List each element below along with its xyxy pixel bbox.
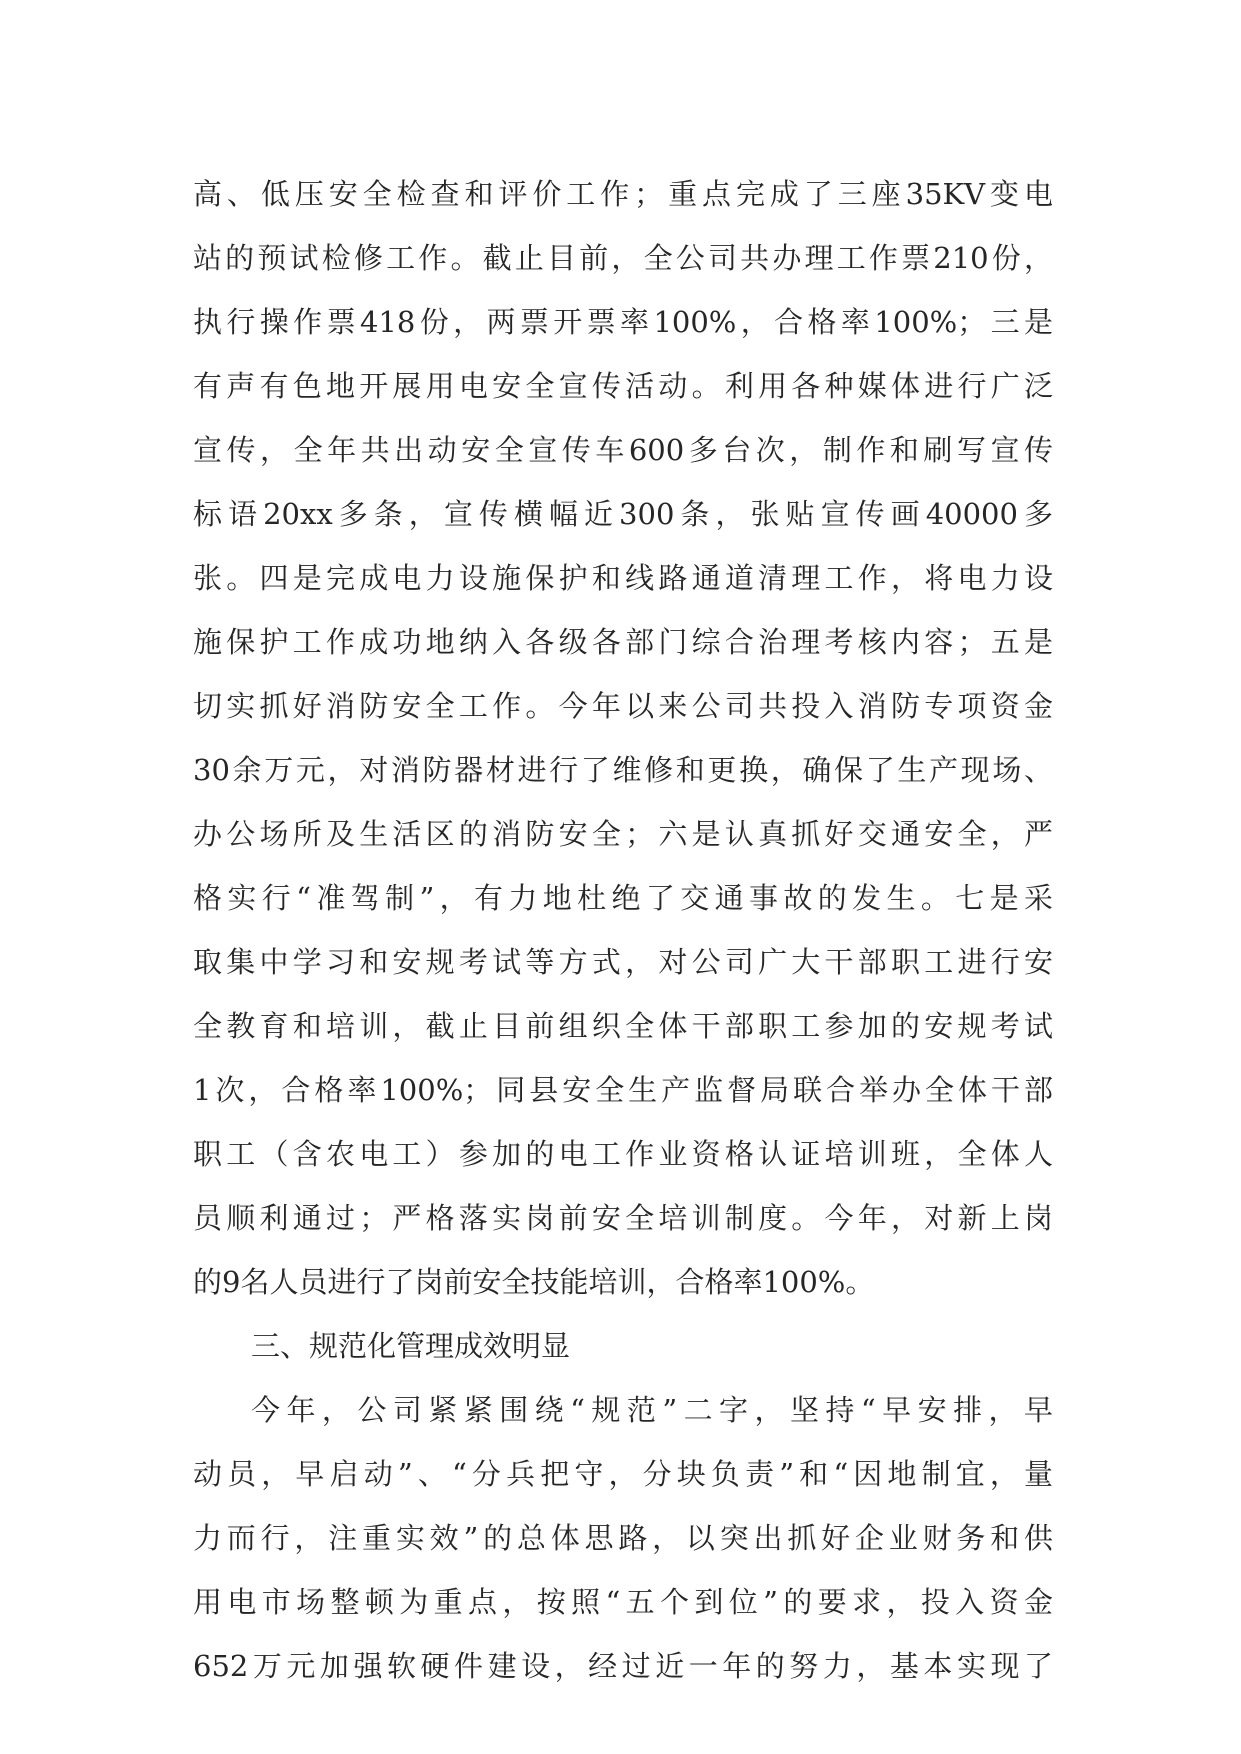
text-line: 30余万元，对消防器材进行了维修和更换，确保了生产现场、: [193, 753, 1053, 787]
text-line: 施保护工作成功地纳入各级各部门综合治理考核内容；五是: [193, 625, 1053, 659]
text-line: 用电市场整顿为重点，按照“五个到位”的要求，投入资金: [193, 1585, 1053, 1619]
text-line: 张。四是完成电力设施保护和线路通道清理工作，将电力设: [193, 561, 1053, 595]
text-line: 今年，公司紧紧围绕“规范”二字，坚持“早安排，早: [251, 1393, 1053, 1427]
text-line: 职工（含农电工）参加的电工作业资格认证培训班，全体人: [193, 1137, 1053, 1171]
text-line: 站的预试检修工作。截止目前，全公司共办理工作票210份，: [193, 241, 1053, 275]
text-line: 格实行“准驾制”，有力地杜绝了交通事故的发生。七是采: [193, 881, 1053, 915]
text-line: 执行操作票418份，两票开票率100%，合格率100%；三是: [193, 305, 1053, 339]
text-line: 办公场所及生活区的消防安全；六是认真抓好交通安全，严: [193, 817, 1053, 851]
text-line: 宣传，全年共出动安全宣传车600多台次，制作和刷写宣传: [193, 433, 1053, 467]
text-line: 切实抓好消防安全工作。今年以来公司共投入消防专项资金: [193, 689, 1053, 723]
text-line: 全教育和培训，截止目前组织全体干部职工参加的安规考试: [193, 1009, 1053, 1043]
text-line: 标语20xx多条，宣传横幅近300条，张贴宣传画40000多: [193, 497, 1053, 531]
text-line: 动员，早启动”、“分兵把守，分块负责”和“因地制宜，量: [193, 1457, 1053, 1491]
text-line: 有声有色地开展用电安全宣传活动。利用各种媒体进行广泛: [193, 369, 1053, 403]
document-body: [193, 162, 1053, 1698]
text-line: 1次，合格率100%；同县安全生产监督局联合举办全体干部: [193, 1073, 1053, 1107]
text-line: 的9名人员进行了岗前安全技能培训，合格率100%。: [193, 1265, 875, 1299]
text-line: 员顺利通过；严格落实岗前安全培训制度。今年，对新上岗: [193, 1201, 1053, 1235]
paragraph-1: [193, 162, 1053, 1314]
paragraph-2: [193, 1378, 1053, 1698]
section-heading: 三、规范化管理成效明显: [251, 1329, 571, 1363]
text-line: 力而行，注重实效”的总体思路，以突出抓好企业财务和供: [193, 1521, 1053, 1555]
text-line: 652万元加强软硬件建设，经过近一年的努力，基本实现了: [193, 1649, 1053, 1683]
text-line: 高、低压安全检查和评价工作；重点完成了三座35KV变电: [193, 177, 1053, 211]
text-line: 取集中学习和安规考试等方式，对公司广大干部职工进行安: [193, 945, 1053, 979]
